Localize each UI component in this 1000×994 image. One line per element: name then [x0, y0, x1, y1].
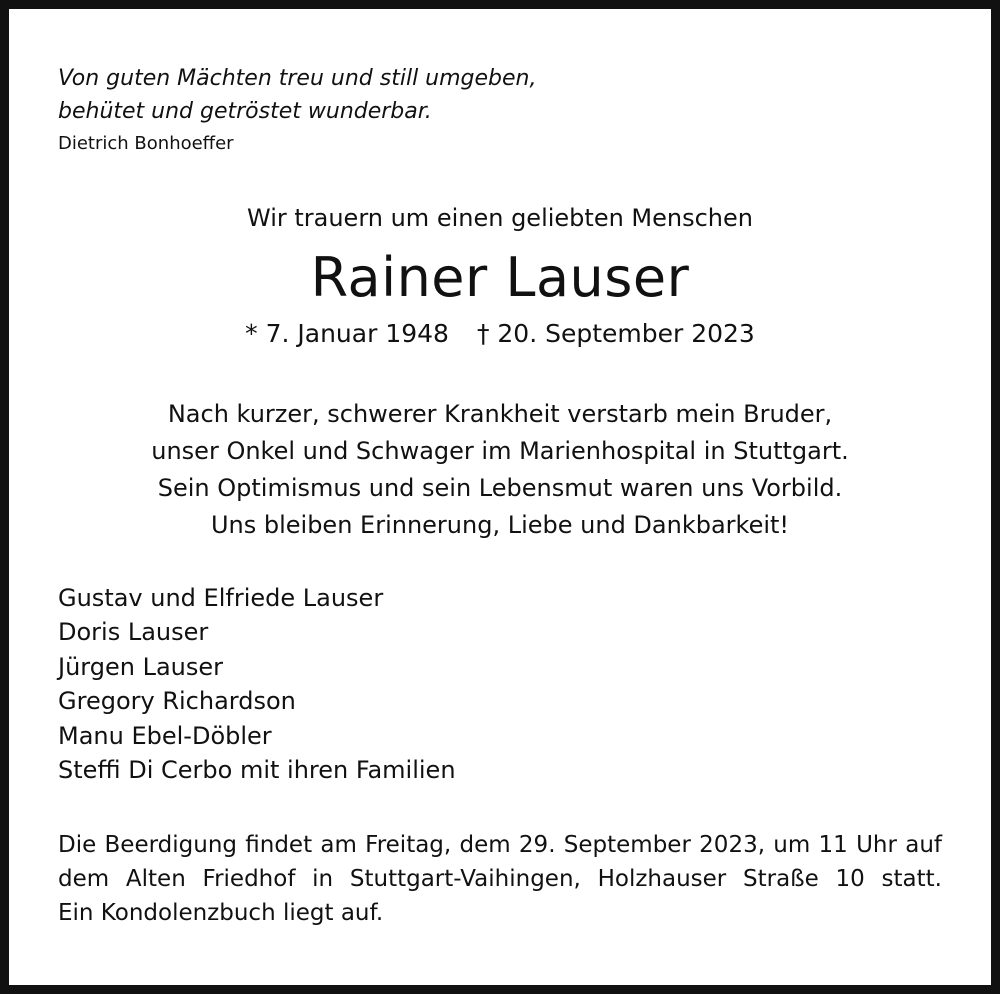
mourner-name: Doris Lauser [58, 618, 209, 647]
deceased-name: Rainer Lauser [310, 246, 690, 309]
funeral-line-1: Die Beerdigung findet am Freitag, dem 29. September 2023, um 11 Uhr auf [58, 832, 942, 858]
mourner-name: Gregory Richardson [58, 687, 296, 716]
message-line-3: Sein Optimismus und sein Lebensmut waren uns Vorbild. [157, 474, 843, 502]
mourner-name: Jürgen Lauser [58, 652, 223, 681]
birth-date: * 7. Januar 1948 [245, 319, 449, 348]
quote-line-1: Von guten Mächten treu und still umgeben, [58, 66, 537, 91]
mourner-name: Steffi Di Cerbo mit ihren Familien [58, 756, 456, 785]
message-line-1: Nach kurzer, schwerer Krankheit verstarb mein Bruder, [167, 400, 833, 428]
funeral-line-3: Ein Kondolenzbuch liegt auf. [58, 900, 384, 926]
mourners-list [58, 581, 456, 787]
funeral-details [58, 828, 942, 930]
mourner-name: Manu Ebel-Döbler [58, 721, 272, 750]
message-line-2: unser Onkel und Schwager im Marienhospital in Stuttgart. [151, 437, 849, 465]
quote-line-2: behütet und getröstet wunderbar. [58, 99, 432, 124]
life-dates [0, 316, 1000, 352]
mourning-intro: Wir trauern um einen geliebten Menschen [246, 204, 753, 232]
obituary-message [0, 396, 1000, 544]
message-line-4: Uns bleiben Erinnerung, Liebe und Dankbarkeit! [210, 511, 790, 539]
funeral-line-2: dem Alten Friedhof in Stuttgart-Vaihingen, Holzhauser Straße 10 statt. [58, 866, 942, 892]
quote-author: Dietrich Bonhoeffer [58, 133, 234, 154]
death-date: † 20. September 2023 [476, 319, 755, 348]
mourner-name: Gustav und Elfriede Lauser [58, 584, 384, 612]
bonhoeffer-quote [58, 62, 536, 158]
